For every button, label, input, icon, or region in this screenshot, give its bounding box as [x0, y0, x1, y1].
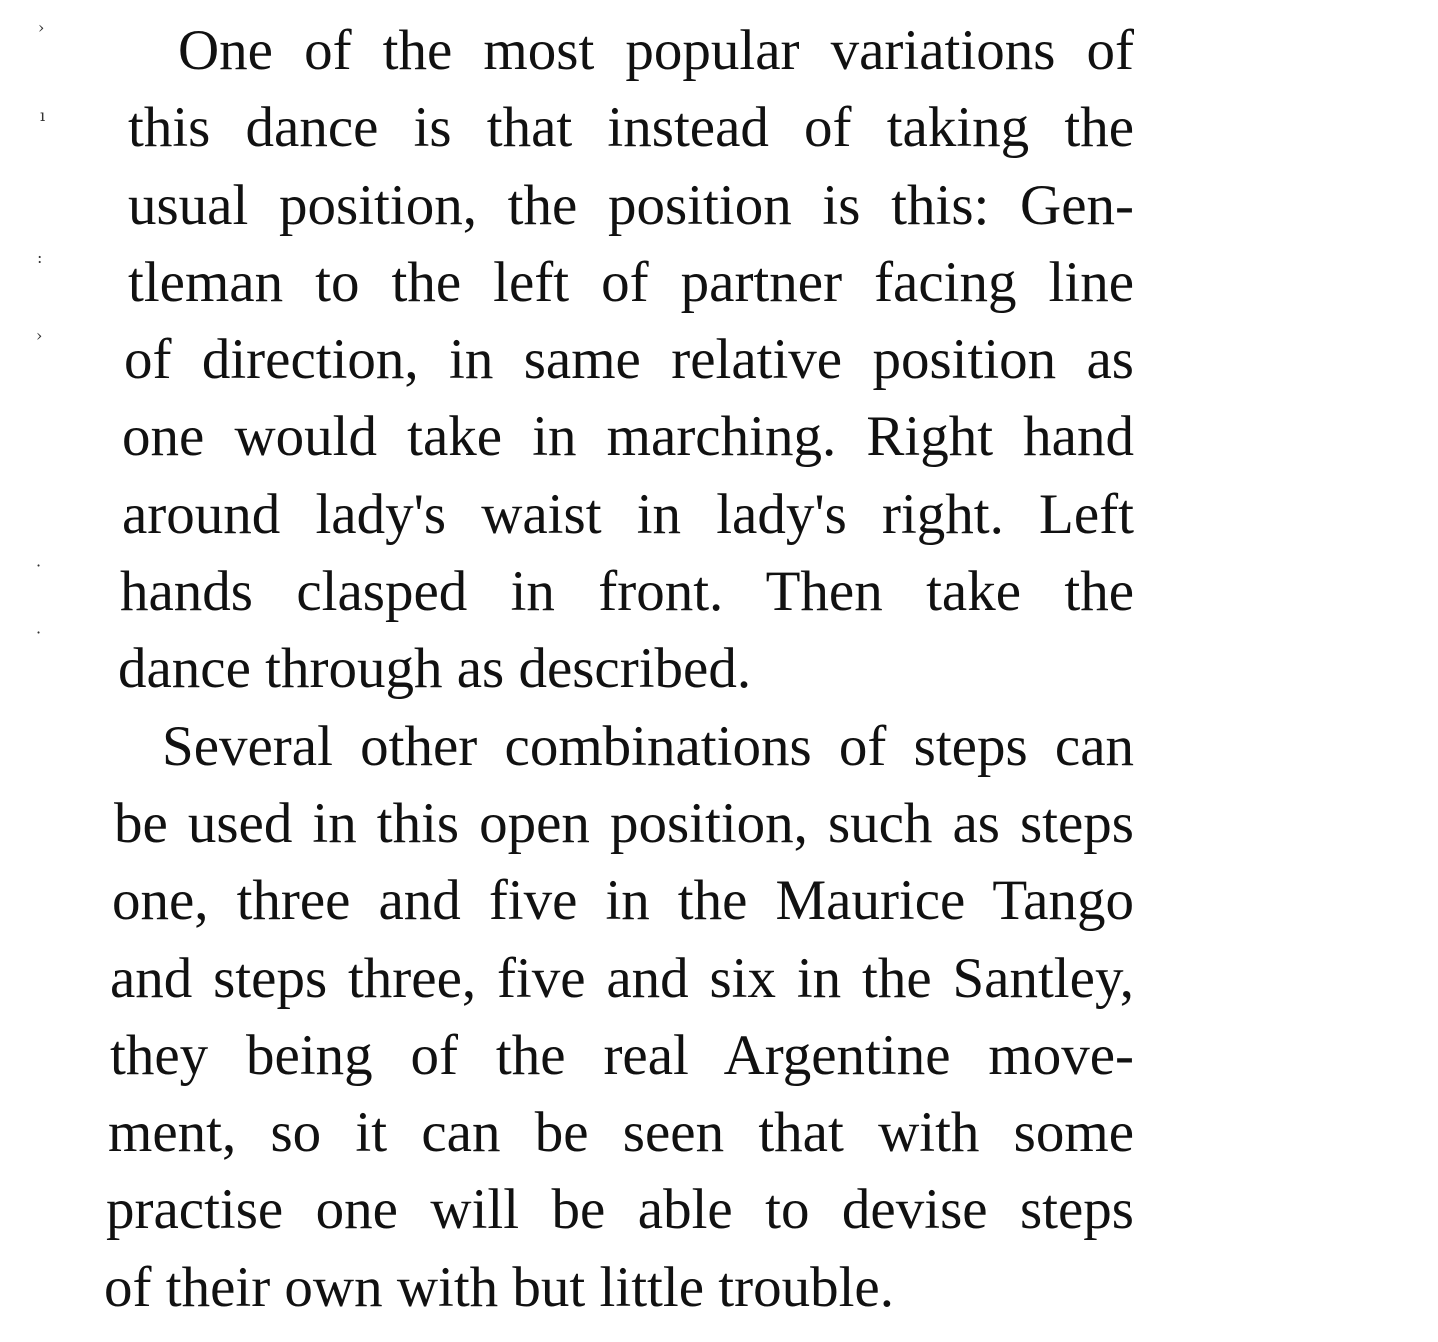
- text-line: around lady's waist in lady's right. Left: [122, 482, 1134, 546]
- text-line: of their own with but little trouble.: [104, 1255, 894, 1319]
- margin-mark: :: [37, 248, 43, 267]
- text-line: usual position, the position is this: Gen-: [128, 173, 1134, 237]
- text-line: this dance is that instead of taking the: [128, 96, 1134, 160]
- text-line: One of the most popular variations of: [178, 19, 1134, 82]
- text-line: of direction, in same relative position as: [124, 328, 1134, 392]
- text-line: ment, so it can be seen that with some: [108, 1101, 1134, 1165]
- paragraph-1: [104, 12, 1134, 708]
- text-line: and steps three, five and six in the Santley,: [110, 946, 1134, 1010]
- text-line: they being of the real Argentine move-: [110, 1023, 1134, 1087]
- text-line: dance through as described.: [118, 637, 752, 701]
- text-line: Several other combinations of steps can: [162, 714, 1134, 778]
- margin-mark: ·: [36, 556, 42, 575]
- text-line: be used in this open position, such as steps: [114, 791, 1134, 855]
- margin-mark: ›: [36, 326, 43, 345]
- margin-mark: ı: [40, 106, 46, 125]
- text-line: practise one will be able to devise steps: [106, 1178, 1134, 1242]
- text-line: one would take in marching. Right hand: [122, 405, 1134, 469]
- margin-mark: ·: [36, 623, 42, 642]
- body-text: [104, 12, 1134, 1326]
- text-line: hands clasped in front. Then take the: [120, 560, 1134, 624]
- paragraph-2: [104, 708, 1134, 1326]
- text-line: tleman to the left of partner facing line: [128, 250, 1134, 314]
- margin-mark: ›: [38, 18, 45, 37]
- text-line: one, three and five in the Maurice Tango: [112, 869, 1134, 933]
